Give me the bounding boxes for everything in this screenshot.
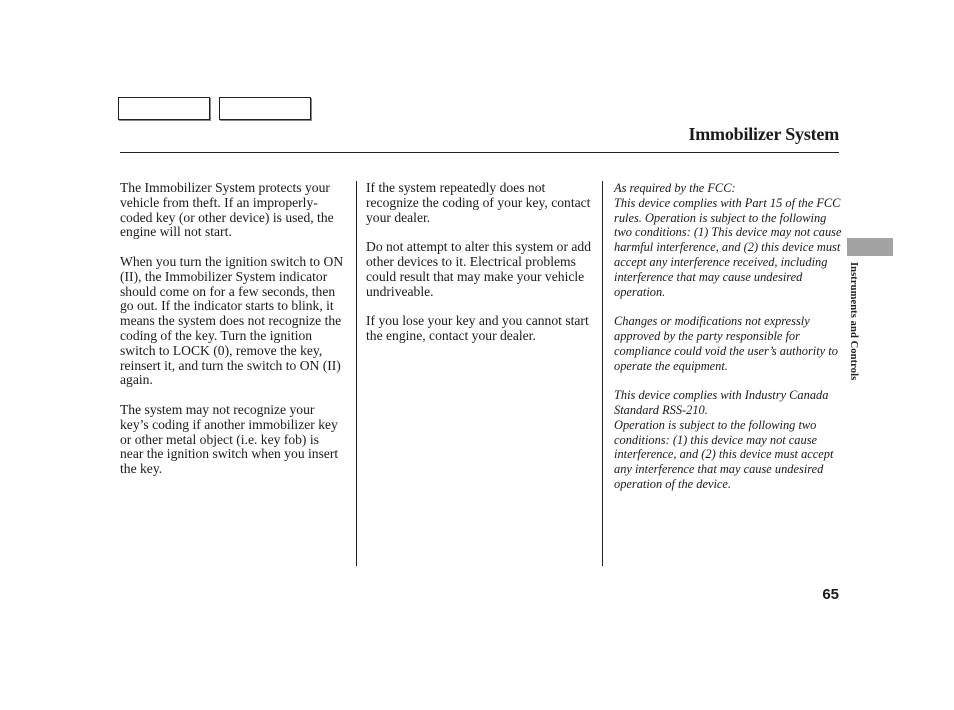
section-tab: [847, 238, 893, 256]
paragraph: The Immobilizer System protects your vehicle from theft. If an improperly-coded key (or other device) is used, the engine will not start.: [120, 180, 334, 240]
column-3-fcc-notice: [614, 181, 842, 507]
column-1: [120, 181, 345, 492]
paragraph: The system may not recognize your key’s coding if another immobilizer key or other metal object (i.e. key fob) is near the ignition switch when you insert the key.: [120, 401, 339, 477]
column-divider: [602, 181, 603, 566]
paragraph: If the system repeatedly does not recognize the coding of your key, contact your dealer.: [366, 180, 591, 225]
page-number: 65: [822, 586, 839, 603]
paragraph: If you lose your key and you cannot start the engine, contact your dealer.: [366, 313, 589, 343]
nav-forward-button[interactable]: [219, 97, 311, 120]
paragraph: This device complies with Industry Canada Standard RSS-210. Operation is subject to the following two conditions: (1) this device may not cause interference, and (2) this device must accept any interference that may cause undesired operation of the device.: [614, 388, 834, 491]
nav-back-button[interactable]: [118, 97, 210, 120]
column-divider: [356, 181, 357, 566]
paragraph: Changes or modifications not expressly approved by the party responsible for compliance could void the user’s authority to operate the equipment.: [614, 314, 838, 373]
section-label: Instruments and Controls: [848, 262, 859, 381]
paragraph: When you turn the ignition switch to ON (II), the Immobilizer System indicator should come on for a few seconds, then go out. If the indicator starts to blink, it means the system does not recognize the coding of the key. Turn the ignition switch to LOCK (0), remove the key, reinsert it, and turn the switch to ON (II) again.: [120, 253, 344, 388]
column-2: [366, 181, 594, 359]
paragraph: As required by the FCC: This device complies with Part 15 of the FCC rules. Operation is subject to the following two conditions: (1) This device may not cause harmful interference, and (2) this device must accept any interference received, including interference that may cause undesired operation.: [614, 181, 842, 299]
page-title: Immobilizer System: [688, 124, 839, 144]
paragraph: Do not attempt to alter this system or add other devices to it. Electrical problems could result that may make your vehicle undriveable.: [366, 239, 592, 299]
title-rule: [120, 152, 839, 153]
